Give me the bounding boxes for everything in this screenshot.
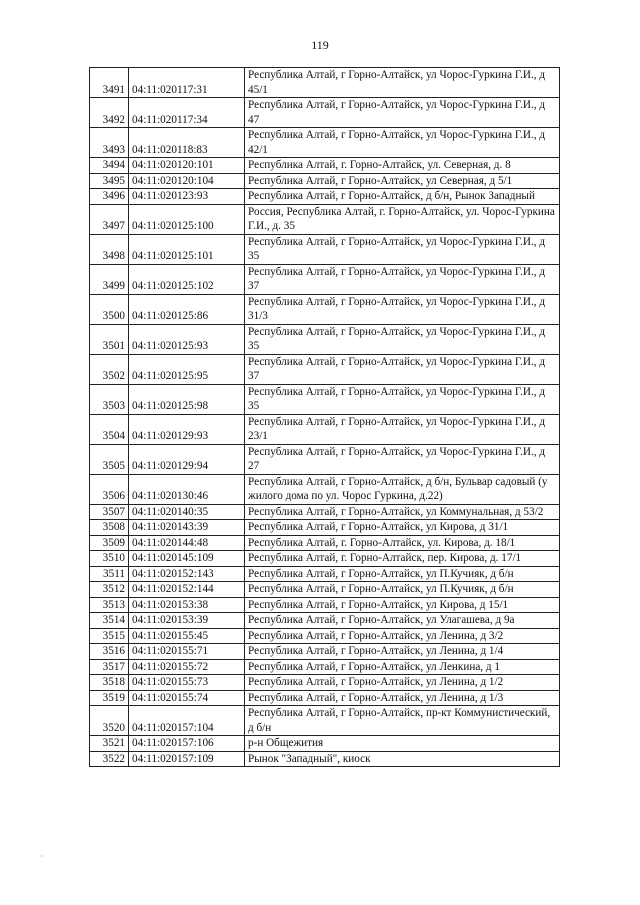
page-number: 119 xyxy=(311,38,329,52)
row-number-cell: 3496 xyxy=(90,189,129,205)
cadastral-number-cell: 04:11:020125:100 xyxy=(129,204,245,234)
table-row xyxy=(90,659,560,675)
table-row xyxy=(90,264,560,294)
address-cell: Республика Алтай, г Горно-Алтайск, ул Чорос-Гуркина Г.И., д 42/1 xyxy=(245,128,560,158)
table-row xyxy=(90,414,560,444)
row-number-cell: 3515 xyxy=(90,628,129,644)
address-cell: Республика Алтай, г Горно-Алтайск, ул Ленина, д 1/2 xyxy=(245,675,560,691)
table-row xyxy=(90,158,560,174)
row-number-cell: 3505 xyxy=(90,444,129,474)
row-number-cell: 3516 xyxy=(90,644,129,660)
cadastral-number-cell: 04:11:020123:93 xyxy=(129,189,245,205)
address-cell: Республика Алтай, г Горно-Алтайск, ул Чорос-Гуркина Г.И., д 35 xyxy=(245,384,560,414)
row-number-cell: 3497 xyxy=(90,204,129,234)
table-row xyxy=(90,736,560,752)
table-row xyxy=(90,68,560,98)
address-cell: р-н Общежития xyxy=(245,736,560,752)
row-number-cell: 3499 xyxy=(90,264,129,294)
address-cell: Республика Алтай, г Горно-Алтайск, ул Улагашева, д 9а xyxy=(245,613,560,629)
table-row xyxy=(90,597,560,613)
address-cell: Республика Алтай, г Горно-Алтайск, ул Кирова, д 31/1 xyxy=(245,520,560,536)
row-number-cell: 3495 xyxy=(90,173,129,189)
row-number-cell: 3507 xyxy=(90,504,129,520)
row-number-cell: 3491 xyxy=(90,68,129,98)
cadastral-number-cell: 04:11:020117:34 xyxy=(129,98,245,128)
address-cell: Республика Алтай, г Горно-Алтайск, ул Кирова, д 15/1 xyxy=(245,597,560,613)
row-number-cell: 3504 xyxy=(90,414,129,444)
cadastral-number-cell: 04:11:020144:48 xyxy=(129,535,245,551)
cadastral-number-cell: 04:11:020130:46 xyxy=(129,474,245,504)
address-cell: Республика Алтай, г. Горно-Алтайск, пер. Кирова, д. 17/1 xyxy=(245,551,560,567)
row-number-cell: 3511 xyxy=(90,566,129,582)
table-row xyxy=(90,628,560,644)
cadastral-number-cell: 04:11:020157:109 xyxy=(129,751,245,767)
cadastral-number-cell: 04:11:020140:35 xyxy=(129,504,245,520)
cadastral-number-cell: 04:11:020157:106 xyxy=(129,736,245,752)
cadastral-number-cell: 04:11:020155:72 xyxy=(129,659,245,675)
cadastral-registry-table xyxy=(89,67,560,767)
address-cell: Республика Алтай, г Горно-Алтайск, пр-кт Коммунистический, д б/н xyxy=(245,706,560,736)
cadastral-number-cell: 04:11:020143:39 xyxy=(129,520,245,536)
address-cell: Республика Алтай, г Горно-Алтайск, ул Чорос-Гуркина Г.И., д 45/1 xyxy=(245,68,560,98)
table-row xyxy=(90,566,560,582)
cadastral-number-cell: 04:11:020125:95 xyxy=(129,354,245,384)
table-row xyxy=(90,173,560,189)
table-row xyxy=(90,582,560,598)
row-number-cell: 3512 xyxy=(90,582,129,598)
address-cell: Республика Алтай, г Горно-Алтайск, ул Чорос-Гуркина Г.И., д 37 xyxy=(245,354,560,384)
address-cell: Республика Алтай, г Горно-Алтайск, ул Чорос-Гуркина Г.И., д 35 xyxy=(245,324,560,354)
address-cell: Республика Алтай, г Горно-Алтайск, ул Северная, д 5/1 xyxy=(245,173,560,189)
table-row xyxy=(90,204,560,234)
table-row xyxy=(90,504,560,520)
cadastral-number-cell: 04:11:020125:93 xyxy=(129,324,245,354)
table-row xyxy=(90,324,560,354)
address-cell: Республика Алтай, г Горно-Алтайск, ул Чорос-Гуркина Г.И., д 27 xyxy=(245,444,560,474)
registry-table-body xyxy=(90,68,560,767)
row-number-cell: 3501 xyxy=(90,324,129,354)
row-number-cell: 3510 xyxy=(90,551,129,567)
table-row xyxy=(90,189,560,205)
address-cell: Республика Алтай, г. Горно-Алтайск, ул. Северная, д. 8 xyxy=(245,158,560,174)
address-cell: Республика Алтай, г Горно-Алтайск, ул Чорос-Гуркина Г.И., д 47 xyxy=(245,98,560,128)
address-cell: Республика Алтай, г Горно-Алтайск, ул Чорос-Гуркина Г.И., д 23/1 xyxy=(245,414,560,444)
row-number-cell: 3493 xyxy=(90,128,129,158)
cadastral-number-cell: 04:11:020120:104 xyxy=(129,173,245,189)
row-number-cell: 3502 xyxy=(90,354,129,384)
cadastral-number-cell: 04:11:020120:101 xyxy=(129,158,245,174)
cadastral-number-cell: 04:11:020125:102 xyxy=(129,264,245,294)
table-row xyxy=(90,444,560,474)
cadastral-number-cell: 04:11:020129:94 xyxy=(129,444,245,474)
row-number-cell: 3509 xyxy=(90,535,129,551)
address-cell: Республика Алтай, г Горно-Алтайск, ул Чорос-Гуркина Г.И., д 35 xyxy=(245,234,560,264)
address-cell: Республика Алтай, г Горно-Алтайск, ул Ленкина, д 1 xyxy=(245,659,560,675)
table-row xyxy=(90,474,560,504)
table-row xyxy=(90,98,560,128)
cadastral-number-cell: 04:11:020155:45 xyxy=(129,628,245,644)
table-row xyxy=(90,551,560,567)
cadastral-number-cell: 04:11:020155:74 xyxy=(129,690,245,706)
address-cell: Рынок "Западный", киоск xyxy=(245,751,560,767)
row-number-cell: 3506 xyxy=(90,474,129,504)
address-cell: Республика Алтай, г Горно-Алтайск, ул П.Кучияк, д б/н xyxy=(245,582,560,598)
row-number-cell: 3503 xyxy=(90,384,129,414)
table-row xyxy=(90,128,560,158)
cadastral-number-cell: 04:11:020153:39 xyxy=(129,613,245,629)
row-number-cell: 3498 xyxy=(90,234,129,264)
cadastral-number-cell: 04:11:020145:109 xyxy=(129,551,245,567)
cadastral-number-cell: 04:11:020118:83 xyxy=(129,128,245,158)
address-cell: Республика Алтай, г Горно-Алтайск, ул Коммунальная, д 53/2 xyxy=(245,504,560,520)
row-number-cell: 3519 xyxy=(90,690,129,706)
table-row xyxy=(90,706,560,736)
cadastral-number-cell: 04:11:020153:38 xyxy=(129,597,245,613)
cadastral-number-cell: 04:11:020152:144 xyxy=(129,582,245,598)
table-row xyxy=(90,613,560,629)
cadastral-number-cell: 04:11:020129:93 xyxy=(129,414,245,444)
table-row xyxy=(90,675,560,691)
address-cell: Республика Алтай, г Горно-Алтайск, д б/н, Бульвар садовый (у жилого дома по ул. Чорос Гуркина, д.22) xyxy=(245,474,560,504)
table-row xyxy=(90,354,560,384)
address-cell: Республика Алтай, г Горно-Алтайск, ул Чорос-Гуркина Г.И., д 31/3 xyxy=(245,294,560,324)
cadastral-number-cell: 04:11:020125:101 xyxy=(129,234,245,264)
row-number-cell: 3522 xyxy=(90,751,129,767)
cadastral-number-cell: 04:11:020152:143 xyxy=(129,566,245,582)
cadastral-number-cell: 04:11:020155:71 xyxy=(129,644,245,660)
address-cell: Россия, Республика Алтай, г. Горно-Алтайск, ул. Чорос-Гуркина Г.И., д. 35 xyxy=(245,204,560,234)
table-row xyxy=(90,234,560,264)
table-row xyxy=(90,644,560,660)
row-number-cell: 3518 xyxy=(90,675,129,691)
address-cell: Республика Алтай, г Горно-Алтайск, ул Ленина, д 1/4 xyxy=(245,644,560,660)
row-number-cell: 3500 xyxy=(90,294,129,324)
row-number-cell: 3514 xyxy=(90,613,129,629)
row-number-cell: 3517 xyxy=(90,659,129,675)
cadastral-number-cell: 04:11:020125:98 xyxy=(129,384,245,414)
cadastral-number-cell: 04:11:020157:104 xyxy=(129,706,245,736)
address-cell: Республика Алтай, г. Горно-Алтайск, ул. Кирова, д. 18/1 xyxy=(245,535,560,551)
table-row xyxy=(90,751,560,767)
table-row xyxy=(90,384,560,414)
row-number-cell: 3520 xyxy=(90,706,129,736)
margin-mark: · xyxy=(40,852,43,861)
row-number-cell: 3492 xyxy=(90,98,129,128)
address-cell: Республика Алтай, г Горно-Алтайск, ул П.Кучияк, д б/н xyxy=(245,566,560,582)
table-row xyxy=(90,690,560,706)
cadastral-number-cell: 04:11:020155:73 xyxy=(129,675,245,691)
row-number-cell: 3521 xyxy=(90,736,129,752)
address-cell: Республика Алтай, г Горно-Алтайск, д б/н, Рынок Западный xyxy=(245,189,560,205)
table-row xyxy=(90,294,560,324)
row-number-cell: 3508 xyxy=(90,520,129,536)
address-cell: Республика Алтай, г Горно-Алтайск, ул Ленина, д 1/3 xyxy=(245,690,560,706)
address-cell: Республика Алтай, г Горно-Алтайск, ул Ленина, д 3/2 xyxy=(245,628,560,644)
cadastral-number-cell: 04:11:020125:86 xyxy=(129,294,245,324)
address-cell: Республика Алтай, г Горно-Алтайск, ул Чорос-Гуркина Г.И., д 37 xyxy=(245,264,560,294)
row-number-cell: 3513 xyxy=(90,597,129,613)
cadastral-number-cell: 04:11:020117:31 xyxy=(129,68,245,98)
table-row xyxy=(90,520,560,536)
row-number-cell: 3494 xyxy=(90,158,129,174)
table-row xyxy=(90,535,560,551)
